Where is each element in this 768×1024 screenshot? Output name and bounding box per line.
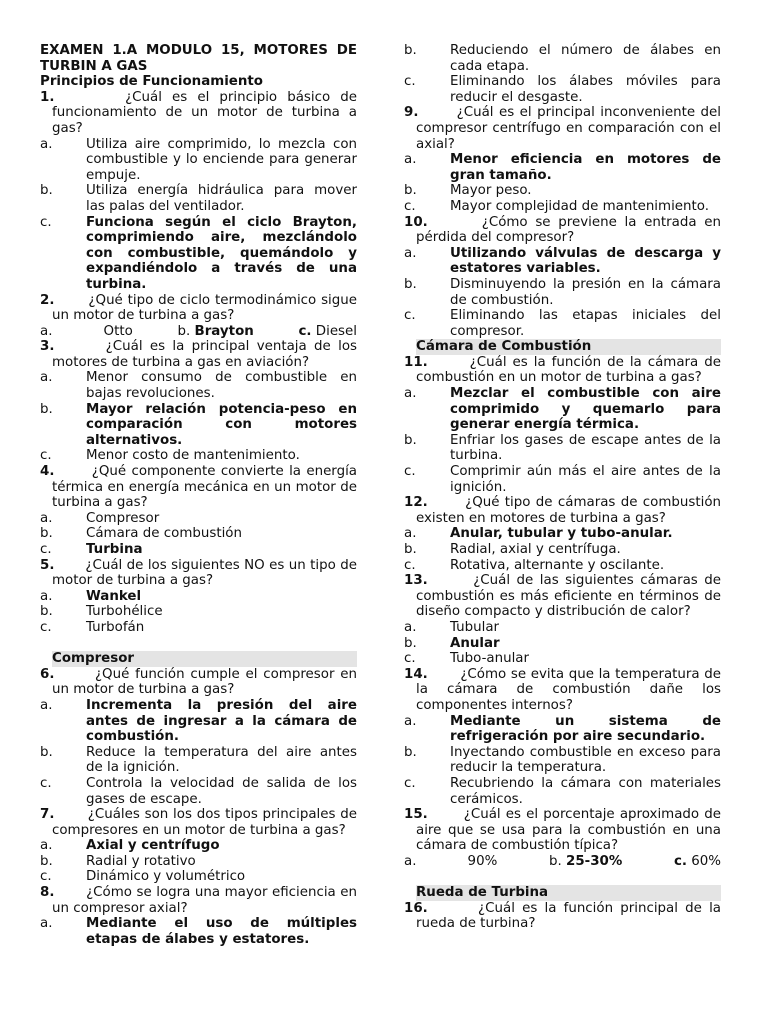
option-letter: c. [40, 448, 52, 464]
question-5 [40, 558, 357, 589]
right-column [404, 43, 721, 932]
option-text: Radial, axial y centrífuga. [450, 542, 621, 557]
question-16 [404, 901, 721, 932]
correct-answer-text: Mezclar el combustible con aire comprimido y quemarlo para generar energía térmica. [450, 386, 721, 433]
question-text: ¿Cuál es el porcentaje aproximado de aire que se usa para la combustión en una cámara de combustión típica? [416, 807, 721, 854]
option-letter: c. [40, 619, 52, 635]
correct-answer-text: Mediante un sistema de refrigeración por aire secundario. [450, 713, 721, 745]
answer-option-c [404, 651, 721, 667]
option-letter: b. [40, 183, 53, 199]
option-text: Reduce la temperatura del aire antes de la ignición. [86, 744, 357, 776]
answer-option-a [40, 838, 357, 854]
option-letter: a. [40, 697, 53, 713]
option-letter: a. [404, 152, 417, 168]
option-letter: c. [40, 775, 52, 791]
inline-option-c: c. Diesel [298, 323, 357, 339]
answer-option-c [40, 869, 357, 885]
question-text: ¿Qué función cumple el compresor en un motor de turbina a gas? [52, 666, 357, 698]
option-letter: b. [404, 183, 417, 199]
answer-option-a [40, 511, 357, 527]
answer-option-b [404, 183, 721, 199]
question-text: ¿Cuál es la función de la cámara de combustión en un motor de turbina a gas? [416, 354, 721, 386]
option-text: Mayor complejidad de mantenimiento. [450, 198, 709, 214]
option-letter: c. [404, 775, 416, 791]
answer-option-c [404, 776, 721, 807]
question-number: 15. [404, 807, 428, 823]
answer-option-b [40, 526, 357, 542]
spacer [404, 869, 721, 885]
question-number: 9. [404, 105, 419, 121]
question-text: ¿Qué tipo de ciclo termodinámico sigue un motor de turbina a gas? [52, 292, 357, 324]
option-text: Recubriendo la cámara con materiales cerámicos. [450, 775, 721, 807]
option-letter: c. [404, 74, 416, 90]
inline-option-a: a. Otto [40, 323, 133, 339]
option-letter: c. [40, 869, 52, 885]
answer-option-c [40, 448, 357, 464]
question-text: ¿Qué tipo de cámaras de combustión existen en motores de turbina a gas? [416, 495, 722, 526]
question-8 [40, 885, 357, 916]
answer-option-b [404, 542, 721, 558]
option-text: Menor consumo de combustible en bajas revoluciones. [86, 370, 357, 402]
left-column [40, 43, 357, 947]
answer-option-a [40, 137, 357, 184]
question-number: 7. [40, 807, 55, 823]
question-text: ¿Cuál de los siguientes NO es un tipo de motor de turbina a gas? [52, 557, 357, 589]
question-number: 4. [40, 464, 55, 480]
question-number: 14. [404, 666, 428, 682]
answer-option-a [404, 526, 721, 542]
answer-option-c [404, 308, 721, 339]
option-text: Controla la velocidad de salida de los gases de escape. [86, 775, 357, 807]
option-letter: a. [404, 526, 417, 542]
answer-option-b [40, 402, 357, 449]
correct-answer-text: Axial y centrífugo [86, 838, 220, 854]
inline-option-a: a. 90% [404, 853, 498, 869]
option-text: Utiliza aire comprimido, lo mezcla con combustible y lo enciende para generar empuje. [86, 136, 357, 183]
correct-answer-text: Funciona según el ciclo Brayton, comprimiendo aire, mezclándolo con combustible, quemándolo y expandiéndolo a través de una turbina. [86, 214, 357, 292]
correct-answer-text: Mayor relación potencia-peso en comparación con motores alternativos. [86, 401, 357, 448]
inline-options [404, 854, 721, 870]
inline-option-b: b. Brayton [177, 323, 254, 339]
option-text: Turbofán [86, 619, 145, 635]
option-text: Disminuyendo la presión en la cámara de combustión. [450, 276, 721, 308]
answer-option-c [40, 542, 357, 558]
correct-answer-text: Mediante el uso de múltiples etapas de álabes y estatores. [86, 916, 357, 947]
answer-option-a [40, 589, 357, 605]
answer-option-b [40, 745, 357, 776]
option-text: Mayor peso. [450, 183, 532, 199]
option-letter: b. [40, 401, 53, 417]
option-letter: a. [40, 510, 53, 526]
option-text: Tubo-anular [450, 651, 530, 667]
question-text: ¿Cuál es la función principal de la rueda de turbina? [416, 900, 722, 932]
correct-answer-text: Utilizando válvulas de descarga y estatores variables. [450, 245, 721, 277]
question-number: 11. [404, 354, 428, 370]
option-letter: b. [40, 853, 53, 869]
option-letter: a. [40, 916, 53, 932]
answer-option-c [404, 74, 721, 105]
option-text: Menor costo de mantenimiento. [86, 448, 300, 464]
option-letter: b. [404, 432, 417, 448]
question-13 [404, 573, 721, 620]
option-letter: b. [40, 744, 53, 760]
answer-option-c [40, 620, 357, 636]
option-letter: a. [40, 370, 53, 386]
option-text: Tubular [450, 619, 500, 635]
option-letter: c. [404, 651, 416, 667]
section-heading: Cámara de Combustión [416, 339, 721, 355]
option-letter: c. [404, 557, 416, 573]
option-letter: a. [40, 588, 53, 604]
question-14 [404, 667, 721, 714]
question-6 [40, 667, 357, 698]
answer-option-b [40, 854, 357, 870]
answer-option-b [404, 277, 721, 308]
question-text: ¿Cuál es el principal inconveniente del compresor centrífugo en comparación con el axial? [416, 105, 722, 152]
option-letter: b. [404, 744, 417, 760]
question-10 [404, 215, 721, 246]
answer-option-a [40, 370, 357, 401]
question-12 [404, 495, 721, 526]
option-letter: b. [40, 526, 53, 542]
option-letter: a. [404, 386, 417, 402]
question-15 [404, 807, 721, 854]
option-text: Enfriar los gases de escape antes de la turbina. [450, 432, 721, 464]
option-text: Rotativa, alternante y oscilante. [450, 557, 665, 573]
option-text: Eliminando las etapas iniciales del compresor. [450, 308, 721, 339]
option-letter: a. [404, 619, 417, 635]
option-text: Turbohélice [86, 604, 163, 620]
answer-option-b [404, 745, 721, 776]
correct-answer-text: Wankel [86, 588, 142, 604]
question-text: ¿Cuál es la principal ventaja de los motores de turbina a gas en aviación? [52, 339, 357, 370]
option-letter: b. [404, 276, 417, 292]
question-1 [40, 90, 357, 137]
question-number: 6. [40, 666, 55, 682]
option-text: Eliminando los álabes móviles para reducir el desgaste. [450, 74, 721, 105]
question-number: 13. [404, 573, 428, 589]
question-text: ¿Cuál es el principio básico de funcionamiento de un motor de turbina a gas? [52, 89, 358, 136]
option-letter: b. [404, 542, 417, 557]
option-text: Utiliza energía hidráulica para mover las palas del ventilador. [86, 183, 357, 214]
section-heading: Compresor [52, 651, 357, 667]
answer-option-a [404, 246, 721, 277]
option-text: Comprimir aún más el aire antes de la ignición. [450, 464, 721, 495]
question-number: 10. [404, 214, 428, 230]
question-number: 5. [40, 557, 55, 573]
answer-option-b [404, 43, 721, 74]
question-number: 12. [404, 495, 428, 511]
option-letter: a. [40, 838, 53, 854]
question-number: 8. [40, 885, 55, 901]
option-letter: b. [40, 604, 53, 620]
question-9 [404, 105, 721, 152]
section-heading: Principios de Funcionamiento [40, 74, 264, 90]
question-number: 2. [40, 292, 55, 308]
option-letter: c. [40, 214, 52, 230]
answer-option-b [404, 636, 721, 652]
inline-option-c: c. 60% [673, 853, 721, 869]
question-text: ¿Qué componente convierte la energía térmica en energía mecánica en un motor de turbina a gas? [52, 464, 357, 511]
option-text: Inyectando combustible en exceso para reducir la temperatura. [450, 744, 721, 776]
answer-option-c [40, 776, 357, 807]
question-text: ¿Cuál de las siguientes cámaras de combustión es más eficiente en términos de diseño compacto y distribución de calor? [416, 573, 721, 620]
answer-option-c [404, 464, 721, 495]
inline-option-b: b. 25-30% [548, 853, 623, 869]
option-text: Radial y rotativo [86, 853, 196, 869]
inline-options [40, 324, 357, 340]
answer-option-a [404, 386, 721, 433]
question-text: ¿Cuáles son los dos tipos principales de compresores en un motor de turbina a gas? [52, 807, 357, 838]
option-letter: a. [40, 136, 53, 152]
option-letter: b. [404, 635, 417, 651]
option-text: Compresor [86, 510, 160, 526]
correct-answer-text: Incrementa la presión del aire antes de ingresar a la cámara de combustión. [86, 697, 357, 745]
question-number: 3. [40, 339, 55, 355]
correct-answer-text: Anular, tubular y tubo-anular. [450, 526, 673, 542]
question-11 [404, 355, 721, 386]
option-text: Cámara de combustión [86, 526, 242, 542]
exam-title: EXAMEN 1.A MODULO 15, MOTORES DE TURBIN A GAS [40, 43, 357, 74]
question-4 [40, 464, 357, 511]
question-number: 16. [404, 900, 428, 916]
section-heading: Rueda de Turbina [416, 885, 721, 901]
correct-answer-text: Menor eficiencia en motores de gran tamaño. [450, 152, 721, 183]
answer-option-b [40, 183, 357, 214]
answer-option-a [404, 620, 721, 636]
option-letter: b. [404, 43, 417, 58]
option-letter: a. [404, 245, 417, 261]
correct-answer-text: Turbina [86, 542, 143, 557]
question-2 [40, 293, 357, 324]
answer-option-c [40, 215, 357, 293]
answer-option-a [40, 916, 357, 947]
answer-option-b [404, 433, 721, 464]
answer-option-a [40, 698, 357, 745]
option-letter: c. [40, 542, 52, 557]
answer-option-a [404, 714, 721, 745]
spacer [40, 636, 357, 652]
option-letter: c. [404, 464, 416, 480]
answer-option-b [40, 604, 357, 620]
answer-option-c [404, 199, 721, 215]
option-letter: a. [404, 713, 417, 729]
question-text: ¿Cómo se logra una mayor eficiencia en un compresor axial? [52, 885, 357, 916]
question-text: ¿Cómo se evita que la temperatura de la cámara de combustión dañe los componentes internos? [416, 666, 721, 713]
correct-answer-text: Anular [450, 635, 500, 651]
question-7 [40, 807, 357, 838]
option-text: Dinámico y volumétrico [86, 869, 246, 885]
option-text: Reduciendo el número de álabes en cada etapa. [450, 43, 721, 74]
answer-option-a [404, 152, 721, 183]
answer-option-c [404, 558, 721, 574]
question-3 [40, 339, 357, 370]
question-text: ¿Cómo se previene la entrada en pérdida del compresor? [416, 214, 721, 246]
option-letter: c. [404, 198, 416, 214]
option-letter: c. [404, 308, 416, 324]
question-number: 1. [40, 89, 55, 105]
